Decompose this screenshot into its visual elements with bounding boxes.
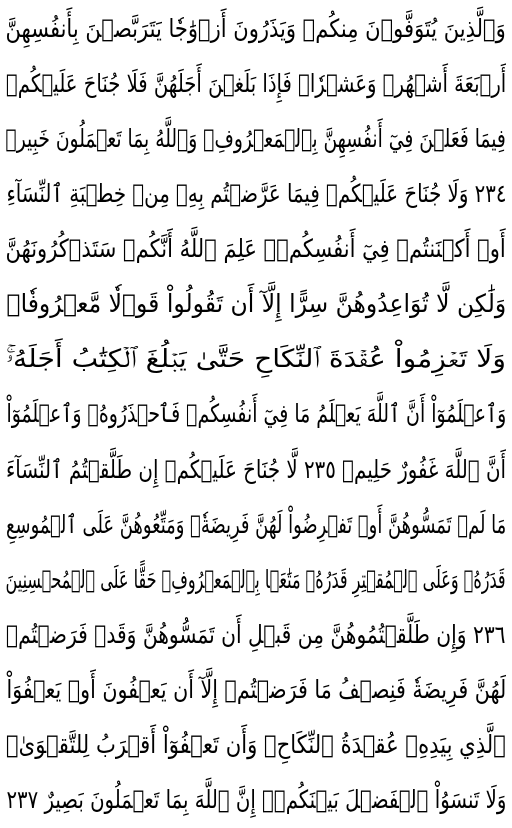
verse-line-text: أَوۡ أَكۡنَنتُمۡ فِيٓ أَنفُسِكُمۡۚ عَلِمَ ٱللَّهُ أَنَّكُمۡ سَتَذۡكُرُونَهُنَّ [6,234,506,264]
verse-line-text: فِيمَا فَعَلۡنَ فِيٓ أَنفُسِهِنَّ بِٱلۡمَعۡرُوفِۗ وَٱللَّهُ بِمَا تَعۡمَلُونَ خَبِيرٞ [6,123,506,153]
verse-line-11 [6,553,506,605]
verse-line-text: قَدَرُهُۥ وَعَلَى ٱلۡمُقۡتِرِ قَدَرُهُۥ مَتَٰعَۢا بِٱلۡمَعۡرُوفِۖ حَقًّا عَلَى ٱلۡمُحۡسِنِينَ [6,564,506,594]
verse-line-13 [6,664,506,716]
verse-line-text: وَٱلَّذِينَ يُتَوَفَّوۡنَ مِنكُمۡ وَيَذَرُونَ أَزۡوَٰجٗا يَتَرَبَّصۡنَ بِأَنفُسِهِنَّ [6,13,506,43]
verse-line-14 [6,719,506,771]
verse-line-text: ٢٣٤ وَلَا جُنَاحَ عَلَيۡكُمۡ فِيمَا عَرَّضۡتُم بِهِۦ مِنۡ خِطۡبَةِ ٱلنِّسَآءِ [6,178,506,208]
verse-line-text: وَلَا تَعۡزِمُواْ عُقۡدَةَ ٱلنِّكَاحِ حَتَّىٰ يَبۡلُغَ ٱلۡكِتَٰبُ أَجَلَهُۥۚ [6,344,506,374]
verse-line-text: وَٱعۡلَمُوٓاْ أَنَّ ٱللَّهَ يَعۡلَمُ مَا فِيٓ أَنفُسِكُمۡ فَٱحۡذَرُوهُۚ وَٱعۡلَمُوٓاْ [6,399,506,429]
verse-line-7 [6,333,506,385]
verse-line-2 [6,57,506,109]
verse-line-text: ٱلَّذِي بِيَدِهِۦ عُقۡدَةُ ٱلنِّكَاحِۚ وَأَن تَعۡفُوٓاْ أَقۡرَبُ لِلتَّقۡوَىٰۚ [6,730,506,760]
verse-line-8 [6,388,506,440]
verse-line-text: لَهُنَّ فَرِيضَةٗ فَنِصۡفُ مَا فَرَضۡتُمۡ إِلَّآ أَن يَعۡفُونَ أَوۡ يَعۡفُوَاْ [6,675,506,705]
verse-line-12 [6,609,506,661]
verse-line-9 [6,443,506,495]
verse-line-10 [6,498,506,550]
verse-line-15 [6,774,506,826]
verse-line-3 [6,112,506,164]
verse-line-text: مَا لَمۡ تَمَسُّوهُنَّ أَوۡ تَفۡرِضُواْ لَهُنَّ فَرِيضَةٗۚ وَمَتِّعُوهُنَّ عَلَى ٱلۡمُوسِعِ [6,509,506,539]
verse-line-6 [6,278,506,330]
verse-line-5 [6,223,506,275]
verse-line-1 [6,2,506,54]
verse-line-text: ٢٣٦ وَإِن طَلَّقۡتُمُوهُنَّ مِن قَبۡلِ أَن تَمَسُّوهُنَّ وَقَدۡ فَرَضۡتُمۡ [6,620,506,650]
verse-line-text: وَلَا تَنسَوُاْ ٱلۡفَضۡلَ بَيۡنَكُمۡۚ إِنَّ ٱللَّهَ بِمَا تَعۡمَلُونَ بَصِيرٌ ٢٣٧ [6,785,506,815]
verse-line-text: أَرۡبَعَةَ أَشۡهُرٖ وَعَشۡرٗاۖ فَإِذَا بَلَغۡنَ أَجَلَهُنَّ فَلَا جُنَاحَ عَلَيۡكُمۡ [6,68,506,98]
verse-line-text: وَلَٰكِن لَّا تُوَاعِدُوهُنَّ سِرًّا إِلَّآ أَن تَقُولُواْ قَوۡلٗا مَّعۡرُوفٗاۚ [6,289,506,319]
verse-line-4 [6,167,506,219]
verse-lines [6,2,506,826]
verse-line-text: أَنَّ ٱللَّهَ غَفُورٌ حَلِيمٞ ٢٣٥ لَّا جُنَاحَ عَلَيۡكُمۡ إِن طَلَّقۡتُمُ ٱلنِّسَآءَ [6,454,506,484]
